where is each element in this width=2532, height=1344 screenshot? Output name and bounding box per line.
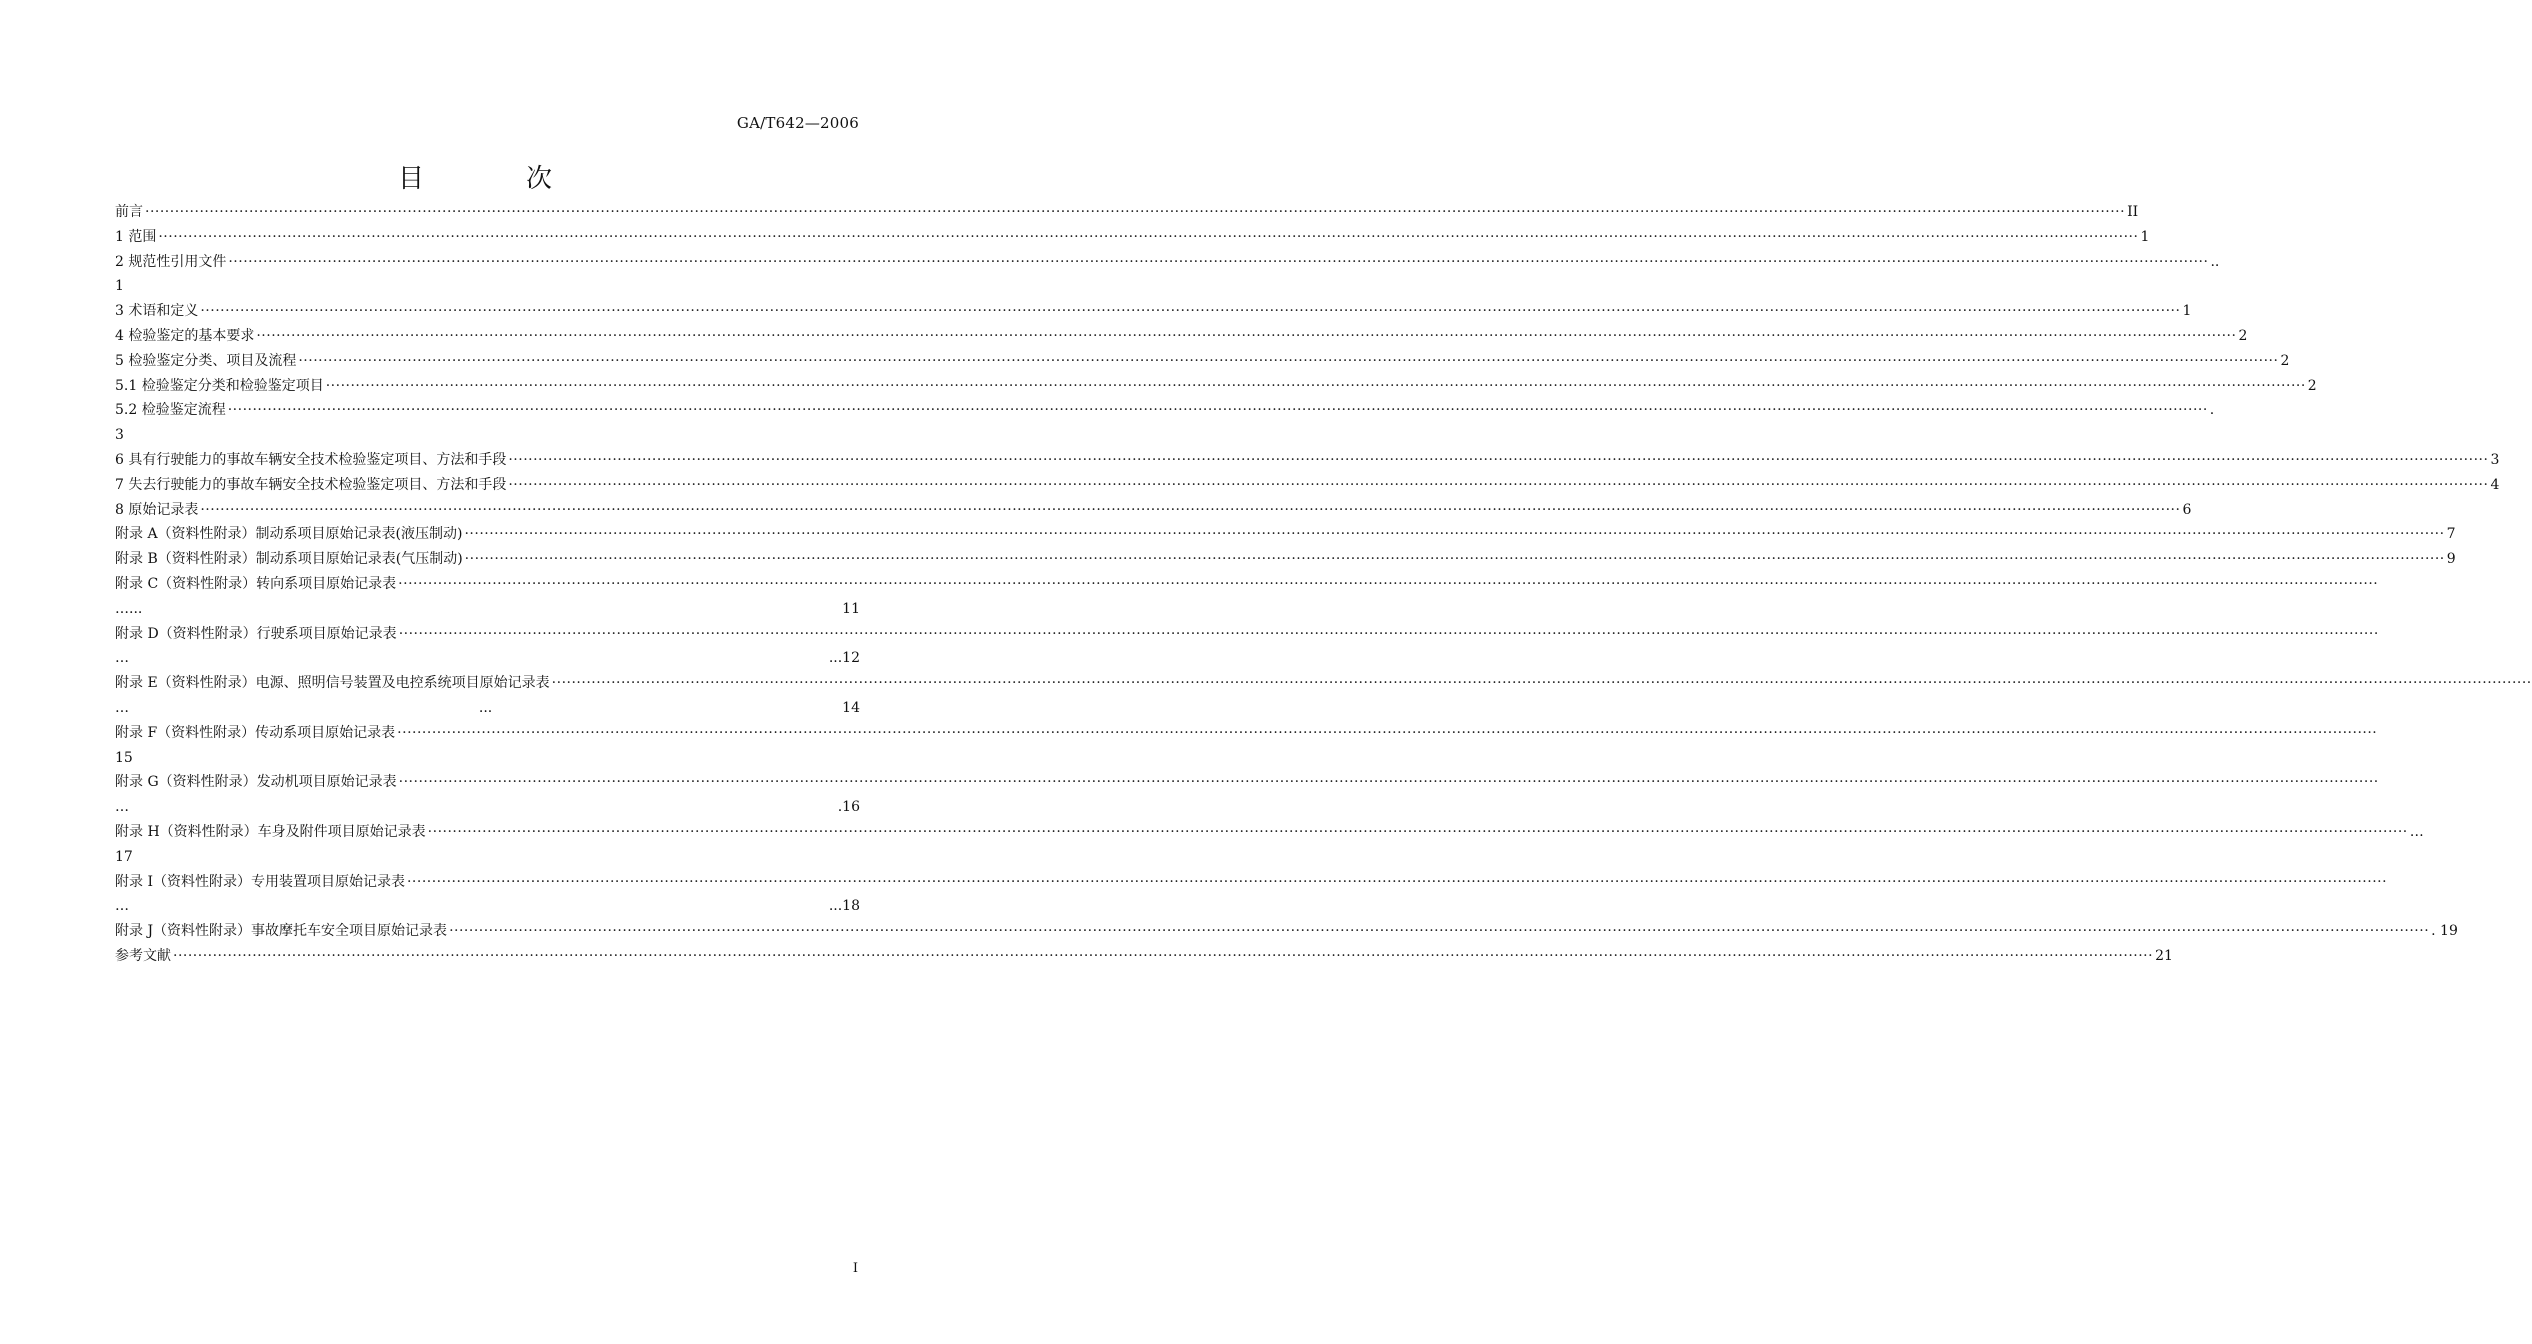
toc-leader-dots: ················································································································································································································································································································································································································ xyxy=(508,451,2489,468)
toc-title: 目 次 xyxy=(397,164,590,194)
toc-leader-dots: ················································································································································································································································································································································································································ xyxy=(406,873,2388,890)
toc-entry[interactable] xyxy=(115,250,2220,275)
toc-leader-dots: ················································································································································································································································································································································································································ xyxy=(145,204,2126,220)
toc-entry[interactable] xyxy=(115,622,2379,647)
toc-entry[interactable] xyxy=(115,919,2458,944)
toc-entry-label: 参考文献 xyxy=(115,947,171,964)
toc-leader-dots: ················································································································································································································································································································································································································ xyxy=(464,526,2445,543)
toc-entry-label: 8 原始记录表 xyxy=(115,501,199,518)
toc-leader-dots: ················································································································································································································································································································································································································ xyxy=(464,551,2445,568)
toc-entry[interactable] xyxy=(115,820,2424,845)
toc-leader-dots: ················································································································································································································································································································································································································ xyxy=(200,501,2181,518)
toc-entry-page: II xyxy=(2127,204,2139,220)
toc-entry-page: … xyxy=(2409,823,2424,840)
toc-entry-label: 附录 D（资料性附录）行驶系项目原始记录表 xyxy=(115,625,397,642)
toc-leader-dots: ················································································································································································································································································································································································································ xyxy=(227,402,2208,419)
toc-entry-label: 5.1 检验鉴定分类和检验鉴定项目 xyxy=(115,377,324,394)
toc-entry-page: 2 xyxy=(2280,352,2290,369)
toc-entry-continuation xyxy=(115,274,860,299)
toc-entry-label: 4 检验鉴定的基本要求 xyxy=(115,327,255,344)
toc-entry[interactable] xyxy=(115,721,2378,746)
toc-leader-dots: ················································································································································································································································································································································································································ xyxy=(158,228,2139,245)
toc-entry[interactable] xyxy=(115,349,2290,374)
standard-code: GA/T642—2006 xyxy=(736,114,859,132)
toc-leader-dots: ················································································································································································································································································································································································································ xyxy=(398,575,2379,592)
toc-leader-dots: ················································································································································································································································································································································································································ xyxy=(508,476,2489,493)
toc-leader-dots: ················································································································································································································································································································································································································ xyxy=(427,823,2408,840)
toc-entry[interactable] xyxy=(115,324,2248,349)
toc-leader-dots: ················································································································································································································································································································································································································ xyxy=(228,253,2209,270)
toc-entry-continuation xyxy=(115,795,860,820)
toc-continuation-page: ...12 xyxy=(828,650,860,667)
toc-entry[interactable] xyxy=(115,448,2500,473)
toc-continuation-dots: … xyxy=(115,898,129,915)
toc-continuation-page: 15 xyxy=(115,749,133,766)
toc-leader-dots: ················································································································································································································································································································································································································ xyxy=(298,352,2279,369)
toc-entry[interactable] xyxy=(115,225,2150,250)
toc-entry-continuation xyxy=(115,894,860,919)
toc-continuation-page: 11 xyxy=(842,600,860,617)
toc-entry[interactable] xyxy=(115,299,2192,324)
page-number: I xyxy=(852,1261,858,1276)
toc-entry-page: . xyxy=(2209,402,2215,419)
toc-entry-label: 1 范围 xyxy=(115,228,157,245)
toc-continuation-page: 1 xyxy=(115,278,124,295)
toc-entry-continuation xyxy=(115,696,860,721)
toc-entry-label: 附录 E（资料性附录）电源、照明信号装置及电控系统项目原始记录表 xyxy=(115,675,550,692)
toc-entry-label: 附录 A（资料性附录）制动系项目原始记录表(液压制动) xyxy=(115,526,463,543)
toc-entry[interactable] xyxy=(115,944,2173,969)
toc-entry-continuation xyxy=(115,597,860,622)
toc-entry-page: 6 xyxy=(2182,501,2192,518)
toc-entry[interactable] xyxy=(115,671,2532,696)
toc-continuation-page: ...18 xyxy=(828,898,860,915)
toc-entry[interactable] xyxy=(115,200,2139,225)
toc-entry-page: 2 xyxy=(2307,377,2317,394)
toc-entry-label: 附录 I（资料性附录）专用装置项目原始记录表 xyxy=(115,873,405,890)
toc-continuation-page: 14 xyxy=(842,699,860,716)
toc-leader-dots: ················································································································································································································································································································································································································ xyxy=(551,675,2532,692)
toc-leader-dots: ················································································································································································································································································································································································································ xyxy=(449,923,2430,940)
toc-entry-page: .. xyxy=(2210,253,2220,270)
toc-entry-label: 2 规范性引用文件 xyxy=(115,253,227,270)
toc-continuation-page: 17 xyxy=(115,848,133,865)
toc-entry-label: 7 失去行驶能力的事故车辆安全技术检验鉴定项目、方法和手段 xyxy=(115,476,507,493)
toc-leader-dots: ················································································································································································································································································································································································································ xyxy=(200,303,2181,320)
toc-entry[interactable] xyxy=(115,374,2317,399)
toc-leader-dots: ················································································································································································································································································································································································································ xyxy=(325,377,2306,394)
toc-entry-page: 7 xyxy=(2446,526,2456,543)
toc-entry[interactable] xyxy=(115,572,2379,597)
toc-entry[interactable] xyxy=(115,870,2388,895)
toc-entry[interactable] xyxy=(115,498,2192,523)
toc-entry-label: 附录 F（资料性附录）传动系项目原始记录表 xyxy=(115,724,396,741)
toc-entry-label: 附录 J（资料性附录）事故摩托车安全项目原始记录表 xyxy=(115,923,448,940)
toc-entry-label: 5.2 检验鉴定流程 xyxy=(115,402,226,419)
toc-entry-label: 附录 B（资料性附录）制动系项目原始记录表(气压制动) xyxy=(115,551,463,568)
toc-entry-label: 附录 G（资料性附录）发动机项目原始记录表 xyxy=(115,774,397,791)
toc-leader-dots: ················································································································································································································································································································································································································ xyxy=(173,947,2154,964)
toc-entry[interactable] xyxy=(115,398,2215,423)
toc-entry[interactable] xyxy=(115,547,2456,572)
toc-continuation-mid: ... xyxy=(478,699,493,716)
toc-entry-page: 9 xyxy=(2446,551,2456,568)
toc-entry-label: 6 具有行驶能力的事故车辆安全技术检验鉴定项目、方法和手段 xyxy=(115,451,507,468)
toc-leader-dots: ················································································································································································································································································································································································································ xyxy=(398,774,2379,791)
toc-leader-dots: ················································································································································································································································································································································································································ xyxy=(256,327,2237,344)
toc-entry-continuation xyxy=(115,423,860,448)
toc-entry-page: 21 xyxy=(2155,947,2173,964)
toc-entry[interactable] xyxy=(115,522,2456,547)
toc-continuation-dots: … xyxy=(115,650,129,667)
toc-continuation-page: 3 xyxy=(115,427,124,444)
toc-entry-page: 3 xyxy=(2490,451,2500,468)
toc-entry-page: 1 xyxy=(2182,303,2192,320)
toc-continuation-dots: …... xyxy=(115,600,143,617)
toc-entry[interactable] xyxy=(115,770,2379,795)
toc-entry-page: 4 xyxy=(2490,476,2500,493)
toc-entry-continuation xyxy=(115,646,860,671)
toc-entry-label: 附录 H（资料性附录）车身及附件项目原始记录表 xyxy=(115,823,426,840)
toc-leader-dots: ················································································································································································································································································································································································································ xyxy=(397,724,2378,741)
toc-continuation-dots: … xyxy=(115,699,129,716)
toc-entry-label: 5 检验鉴定分类、项目及流程 xyxy=(115,352,297,369)
toc-leader-dots: ················································································································································································································································································································································································································ xyxy=(398,625,2379,642)
toc-entry-continuation xyxy=(115,845,860,870)
toc-entry-label: 3 术语和定义 xyxy=(115,303,199,320)
toc-entry-continuation xyxy=(115,746,860,771)
toc-continuation-page: .16 xyxy=(837,799,860,816)
toc-entry-label: 前言 xyxy=(115,204,143,220)
toc-entry-label: 附录 C（资料性附录）转向系项目原始记录表 xyxy=(115,575,397,592)
toc-entry-page: . 19 xyxy=(2431,923,2458,940)
table-of-contents xyxy=(115,200,2532,969)
toc-entry-page: 1 xyxy=(2140,228,2150,245)
toc-entry-page: 2 xyxy=(2238,327,2248,344)
toc-continuation-dots: … xyxy=(115,799,129,816)
toc-entry[interactable] xyxy=(115,473,2500,498)
